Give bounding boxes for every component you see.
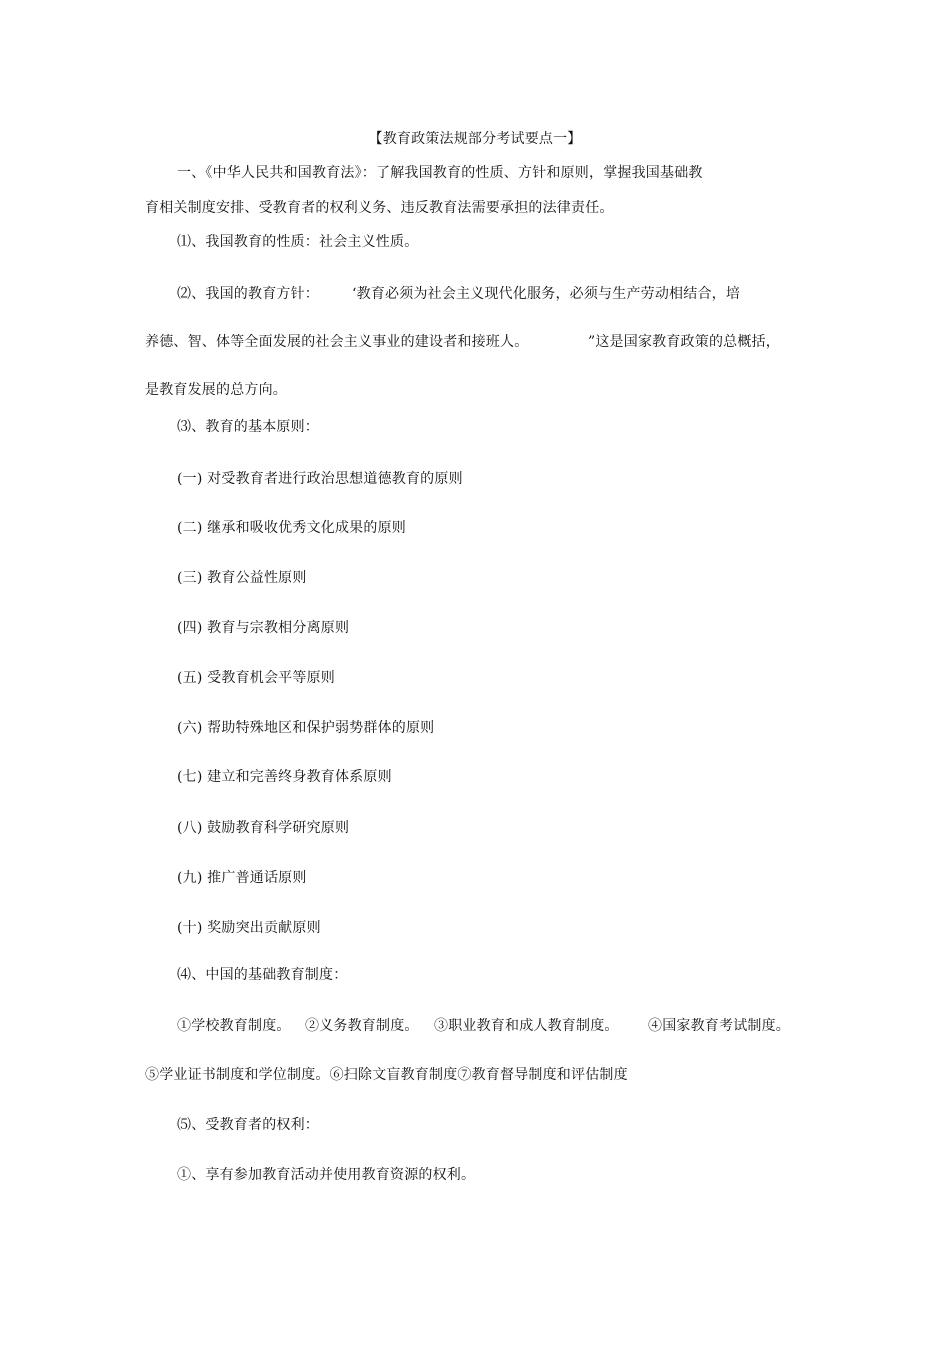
compulsory-education-system: ②义务教育制度。: [305, 1018, 419, 1034]
principle-item: (九) 推广普通话原则: [177, 870, 307, 886]
principle-item: (六) 帮助特殊地区和保护弱势群体的原则: [177, 720, 435, 736]
item-4-label: ⑷、中国的基础教育制度：: [177, 967, 348, 983]
document-title: 【教育政策法规部分考试要点一】: [368, 131, 582, 147]
right-item: ①、享有参加教育活动并使用教育资源的权利。: [177, 1167, 476, 1183]
school-education-system: ①学校教育制度。: [177, 1018, 291, 1034]
item-2-label: ⑵、我国的教育方针：: [177, 286, 319, 302]
item-5-label: ⑸、受教育者的权利：: [177, 1117, 319, 1133]
vocational-adult-education-system: ③职业教育和成人教育制度。: [434, 1018, 619, 1034]
item-2-quote-part-1: ‘教育必须为社会主义现代化服务，必须与生产劳动相结合，培: [352, 286, 741, 302]
principle-item: (七) 建立和完善终身教育体系原则: [177, 769, 392, 785]
item-4-line-2: ⑤学业证书制度和学位制度。⑥扫除文盲教育制度⑦教育督导制度和评估制度: [145, 1067, 628, 1083]
item-1-education-nature: ⑴、我国教育的性质：社会主义性质。: [177, 234, 419, 250]
principle-item: (八) 鼓励教育科学研究原则: [177, 820, 350, 836]
national-exam-system: ④国家教育考试制度。: [648, 1018, 790, 1034]
principle-item: (五) 受教育机会平等原则: [177, 670, 335, 686]
item-2-line-3: 是教育发展的总方向。: [145, 382, 287, 398]
principle-item: (十) 奖励突出贡献原则: [177, 920, 321, 936]
principle-item: (四) 教育与宗教相分离原则: [177, 620, 350, 636]
principle-item: (一) 对受教育者进行政治思想道德教育的原则: [177, 471, 463, 487]
principle-item: (二) 继承和吸收优秀文化成果的原则: [177, 520, 406, 536]
principle-item: (三) 教育公益性原则: [177, 570, 307, 586]
item-2-quote-part-2: 养德、智、体等全面发展的社会主义事业的建设者和接班人。: [145, 334, 529, 350]
item-2-quote-part-3: ”这是国家教育政策的总概括，: [588, 334, 780, 350]
item-3-label: ⑶、教育的基本原则：: [177, 419, 319, 435]
section-1-line-2: 育相关制度安排、受教育者的权利义务、违反教育法需要承担的法律责任。: [145, 200, 614, 216]
section-1-line-1: 一、《中华人民共和国教育法》：了解我国教育的性质、方针和原则，掌握我国基础教: [177, 165, 703, 181]
